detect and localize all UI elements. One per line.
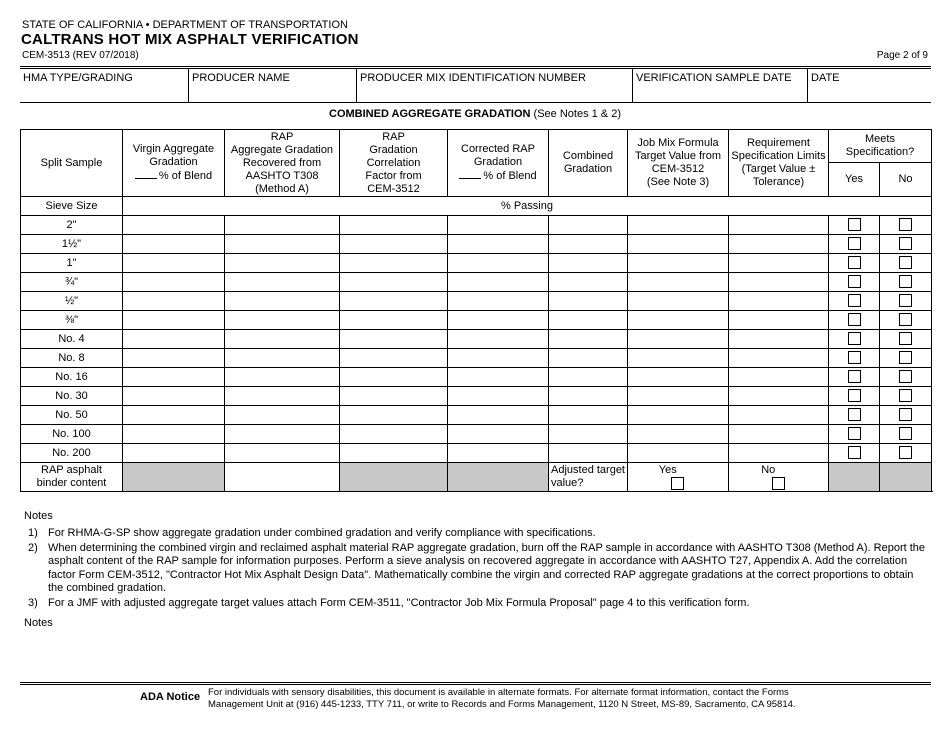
meets-yes-cell bbox=[829, 330, 880, 349]
combined-cell[interactable] bbox=[549, 444, 628, 463]
rap-agg-cell[interactable] bbox=[225, 311, 340, 330]
date-field[interactable] bbox=[808, 69, 931, 102]
page-number: Page 2 of 9 bbox=[876, 50, 928, 61]
meets-yes-cell bbox=[829, 406, 880, 425]
adjusted-no-checkbox[interactable] bbox=[772, 477, 785, 490]
combined-cell[interactable] bbox=[549, 330, 628, 349]
col-req-line4: Tolerance) bbox=[752, 176, 805, 188]
corrected-cell[interactable] bbox=[448, 254, 549, 273]
rap-corr-cell[interactable] bbox=[340, 254, 448, 273]
meets-yes-checkbox[interactable] bbox=[848, 370, 861, 383]
jmf-cell[interactable] bbox=[628, 406, 729, 425]
adjusted-line1: Adjusted target bbox=[551, 464, 625, 476]
col-rap-aggregate bbox=[225, 130, 340, 197]
col-rap-corr-line2: Gradation Correlation bbox=[366, 143, 421, 169]
meets-yes-checkbox[interactable] bbox=[848, 446, 861, 459]
rap-binder-label bbox=[21, 463, 123, 492]
sieve-size-label: No. 200 bbox=[21, 444, 123, 463]
sieve-row bbox=[21, 216, 932, 235]
meets-yes-checkbox[interactable] bbox=[848, 218, 861, 231]
form-title: CALTRANS HOT MIX ASPHALT VERIFICATION bbox=[21, 31, 359, 48]
meets-no-cell bbox=[880, 330, 932, 349]
virgin-cell[interactable] bbox=[123, 425, 225, 444]
meets-yes-cell bbox=[829, 444, 880, 463]
combined-cell[interactable] bbox=[549, 406, 628, 425]
rap-agg-cell[interactable] bbox=[225, 254, 340, 273]
note-1 bbox=[14, 527, 929, 541]
combined-cell[interactable] bbox=[549, 292, 628, 311]
sieve-row bbox=[21, 254, 932, 273]
jmf-cell[interactable] bbox=[628, 254, 729, 273]
rap-agg-cell[interactable] bbox=[225, 292, 340, 311]
rap-corr-cell[interactable] bbox=[340, 444, 448, 463]
date-label: DATE bbox=[811, 72, 840, 84]
requirement-cell[interactable] bbox=[729, 406, 829, 425]
meets-yes-checkbox[interactable] bbox=[848, 313, 861, 326]
meets-no-checkbox[interactable] bbox=[899, 351, 912, 364]
adjusted-target-options bbox=[628, 463, 829, 492]
rap-corr-cell[interactable] bbox=[340, 311, 448, 330]
corrected-blend-row bbox=[449, 169, 547, 183]
meets-no-checkbox[interactable] bbox=[899, 275, 912, 288]
col-rap-agg-line3: Recovered from bbox=[242, 156, 322, 169]
sieve-size-label: No. 4 bbox=[21, 330, 123, 349]
sieve-row bbox=[21, 444, 932, 463]
requirement-cell[interactable] bbox=[729, 368, 829, 387]
sieve-row bbox=[21, 349, 932, 368]
rap-binder-virgin bbox=[123, 463, 225, 492]
virgin-cell[interactable] bbox=[123, 235, 225, 254]
meets-yes-checkbox[interactable] bbox=[848, 389, 861, 402]
meets-no-checkbox[interactable] bbox=[899, 427, 912, 440]
producer-name-field[interactable] bbox=[189, 69, 357, 102]
corrected-cell[interactable] bbox=[448, 406, 549, 425]
jmf-cell[interactable] bbox=[628, 444, 729, 463]
producer-mix-id-field[interactable] bbox=[357, 69, 633, 102]
jmf-cell[interactable] bbox=[628, 292, 729, 311]
meets-no-checkbox[interactable] bbox=[899, 408, 912, 421]
note-3-text: For a JMF with adjusted aggregate target values attach Form CEM-3511, "Contractor Job Mix Formula Proposal" page 4 to this verification form. bbox=[48, 596, 750, 609]
combined-cell[interactable] bbox=[549, 425, 628, 444]
corrected-cell[interactable] bbox=[448, 387, 549, 406]
col-requirement bbox=[729, 130, 829, 197]
col-yes: Yes bbox=[829, 163, 880, 197]
rap-corr-cell[interactable] bbox=[340, 368, 448, 387]
requirement-cell[interactable] bbox=[729, 311, 829, 330]
col-meets-line1: Meets bbox=[865, 133, 895, 145]
virgin-cell[interactable] bbox=[123, 254, 225, 273]
sieve-row bbox=[21, 292, 932, 311]
col-combined bbox=[549, 130, 628, 197]
sieve-size-label: 1" bbox=[21, 254, 123, 273]
adjusted-no-cell bbox=[728, 463, 828, 491]
producer-mix-id-label: PRODUCER MIX IDENTIFICATION NUMBER bbox=[360, 72, 586, 84]
sieve-size-label: No. 8 bbox=[21, 349, 123, 368]
sieve-size-header: Sieve Size bbox=[21, 197, 123, 216]
meets-no-cell bbox=[880, 425, 932, 444]
meets-no-checkbox[interactable] bbox=[899, 332, 912, 345]
corrected-cell[interactable] bbox=[448, 444, 549, 463]
col-req-line3: (Target Value ± bbox=[741, 163, 816, 175]
meets-yes-cell bbox=[829, 216, 880, 235]
col-combined-line1: Combined bbox=[562, 150, 614, 162]
col-jmf-line4: (See Note 3) bbox=[646, 176, 710, 188]
ada-notice-text: For individuals with sensory disabilities, this document is available in alternate formats. For alternate format information, contact the Forms Management Unit at (916) 445-1233, TTY 711, or write to Records and Forms Management, 1120 N Street, MS-89, Sacramento, CA 95814. bbox=[208, 687, 796, 710]
sieve-size-label: No. 16 bbox=[21, 368, 123, 387]
sieve-size-label: No. 50 bbox=[21, 406, 123, 425]
rap-corr-cell[interactable] bbox=[340, 349, 448, 368]
jmf-cell[interactable] bbox=[628, 216, 729, 235]
sieve-size-label: No. 100 bbox=[21, 425, 123, 444]
meets-no-checkbox[interactable] bbox=[899, 313, 912, 326]
col-jmf bbox=[628, 130, 729, 197]
requirement-cell[interactable] bbox=[729, 254, 829, 273]
rap-corr-cell[interactable] bbox=[340, 406, 448, 425]
virgin-cell[interactable] bbox=[123, 330, 225, 349]
col-rap-corr-line1: RAP bbox=[382, 130, 405, 143]
rap-binder-req bbox=[829, 463, 880, 492]
rap-agg-cell[interactable] bbox=[225, 425, 340, 444]
gradation-table bbox=[20, 129, 932, 492]
combined-cell[interactable] bbox=[549, 254, 628, 273]
rap-agg-cell[interactable] bbox=[225, 235, 340, 254]
producer-name-label: PRODUCER NAME bbox=[192, 72, 290, 84]
corrected-cell[interactable] bbox=[448, 368, 549, 387]
virgin-cell[interactable] bbox=[123, 387, 225, 406]
meets-yes-cell bbox=[829, 273, 880, 292]
header-rule bbox=[20, 66, 931, 67]
requirement-cell[interactable] bbox=[729, 216, 829, 235]
hma-type-field[interactable] bbox=[20, 69, 189, 102]
jmf-cell[interactable] bbox=[628, 425, 729, 444]
sieve-row bbox=[21, 387, 932, 406]
corrected-cell[interactable] bbox=[448, 273, 549, 292]
corrected-cell[interactable] bbox=[448, 216, 549, 235]
jmf-cell[interactable] bbox=[628, 387, 729, 406]
verification-date-label: VERIFICATION SAMPLE DATE bbox=[636, 72, 792, 84]
col-corrected-line2: Gradation bbox=[473, 156, 523, 168]
rap-binder-meets bbox=[880, 463, 932, 492]
note-3 bbox=[14, 597, 929, 611]
meets-yes-checkbox[interactable] bbox=[848, 332, 861, 345]
meets-no-checkbox[interactable] bbox=[899, 370, 912, 383]
rap-binder-corr bbox=[340, 463, 448, 492]
sieve-row bbox=[21, 311, 932, 330]
col-jmf-line2: Target Value from bbox=[634, 150, 721, 162]
note-1-number: 1) bbox=[28, 527, 38, 539]
note-2 bbox=[14, 542, 929, 596]
sieve-row bbox=[21, 406, 932, 425]
meets-no-cell bbox=[880, 216, 932, 235]
meets-yes-checkbox[interactable] bbox=[848, 237, 861, 250]
meets-no-cell bbox=[880, 349, 932, 368]
rap-corr-cell[interactable] bbox=[340, 235, 448, 254]
col-jmf-line3: CEM-3512 bbox=[651, 163, 705, 175]
footer-rule-2 bbox=[20, 684, 931, 685]
adjusted-target-label bbox=[549, 463, 628, 492]
virgin-blend-label: % of Blend bbox=[158, 170, 213, 182]
note-2-text: When determining the combined virgin and reclaimed asphalt material RAP aggregate gradation, burn off the RAP sample in accordance with AASHTO T308 (Method A). Report the asphalt content of the RAP sample for information purposes. Perform a sieve analysis on recovered aggregate in accordance with AASHTO T27, Appendix A. Add the correlation factor Form CEM-3512, "Contractor Hot Mix Asphalt Design Data". Mathematically combine the virgin and corrected RAP aggregate gradations at the correct proportions to obtain the combined gradation. bbox=[48, 541, 926, 594]
col-rap-corr-line4: CEM-3512 bbox=[367, 182, 420, 195]
requirement-cell[interactable] bbox=[729, 292, 829, 311]
sieve-size-label: ¾" bbox=[21, 273, 123, 292]
requirement-cell[interactable] bbox=[729, 235, 829, 254]
rap-agg-cell[interactable] bbox=[225, 330, 340, 349]
meets-no-checkbox[interactable] bbox=[899, 237, 912, 250]
hma-type-label: HMA TYPE/GRADING bbox=[23, 72, 133, 84]
combined-cell[interactable] bbox=[549, 368, 628, 387]
rap-corr-cell[interactable] bbox=[340, 425, 448, 444]
meets-yes-cell bbox=[829, 349, 880, 368]
col-corrected-rap bbox=[448, 130, 549, 197]
verification-date-field[interactable] bbox=[633, 69, 808, 102]
notes-section bbox=[24, 510, 929, 611]
rap-agg-cell[interactable] bbox=[225, 444, 340, 463]
ada-notice-label: ADA Notice bbox=[140, 691, 201, 703]
meets-no-checkbox[interactable] bbox=[899, 218, 912, 231]
rap-corr-cell[interactable] bbox=[340, 387, 448, 406]
virgin-cell[interactable] bbox=[123, 311, 225, 330]
col-rap-agg-line2: Aggregate Gradation bbox=[230, 143, 334, 156]
meets-no-cell bbox=[880, 292, 932, 311]
corrected-cell[interactable] bbox=[448, 349, 549, 368]
col-req-line1: Requirement bbox=[747, 137, 810, 149]
col-meets-line2: Specification? bbox=[845, 146, 915, 158]
corrected-cell[interactable] bbox=[448, 330, 549, 349]
jmf-cell[interactable] bbox=[628, 368, 729, 387]
rap-corr-cell[interactable] bbox=[340, 273, 448, 292]
jmf-cell[interactable] bbox=[628, 311, 729, 330]
rap-agg-cell[interactable] bbox=[225, 349, 340, 368]
sieve-row bbox=[21, 330, 932, 349]
meets-yes-checkbox[interactable] bbox=[848, 294, 861, 307]
combined-cell[interactable] bbox=[549, 235, 628, 254]
adjusted-no-label: No bbox=[761, 464, 776, 476]
col-rap-agg-line5: (Method A) bbox=[255, 182, 309, 195]
col-rap-correlation bbox=[340, 130, 448, 197]
meets-yes-checkbox[interactable] bbox=[848, 275, 861, 288]
col-combined-line2: Gradation bbox=[563, 163, 613, 175]
sieve-size-label: 2" bbox=[21, 216, 123, 235]
meets-no-cell bbox=[880, 387, 932, 406]
meets-no-cell bbox=[880, 273, 932, 292]
col-rap-agg-line4: AASHTO T308 bbox=[245, 169, 319, 182]
rap-agg-cell[interactable] bbox=[225, 273, 340, 292]
col-virgin-line2: Gradation bbox=[149, 156, 198, 168]
sieve-size-label: ⅜" bbox=[21, 311, 123, 330]
col-virgin-line1: Virgin Aggregate bbox=[132, 143, 215, 155]
agency-line: STATE OF CALIFORNIA • DEPARTMENT OF TRANSPORTATION bbox=[22, 19, 348, 31]
rap-binder-line1: RAP asphalt bbox=[41, 464, 102, 476]
corrected-cell[interactable] bbox=[448, 235, 549, 254]
note-3-number: 3) bbox=[28, 596, 38, 609]
combined-cell[interactable] bbox=[549, 311, 628, 330]
requirement-cell[interactable] bbox=[729, 425, 829, 444]
virgin-cell[interactable] bbox=[123, 273, 225, 292]
section-title-text: COMBINED AGGREGATE GRADATION bbox=[329, 108, 531, 120]
rap-binder-corrected bbox=[448, 463, 549, 492]
col-split-sample: Split Sample bbox=[21, 130, 123, 197]
note-2-number: 2) bbox=[28, 541, 38, 554]
section-title bbox=[0, 108, 950, 120]
notes-list bbox=[24, 527, 929, 610]
meets-yes-cell bbox=[829, 292, 880, 311]
corrected-cell[interactable] bbox=[448, 311, 549, 330]
meets-no-checkbox[interactable] bbox=[899, 294, 912, 307]
rap-corr-cell[interactable] bbox=[340, 216, 448, 235]
virgin-cell[interactable] bbox=[123, 406, 225, 425]
requirement-cell[interactable] bbox=[729, 349, 829, 368]
sieve-row bbox=[21, 425, 932, 444]
meets-yes-cell bbox=[829, 235, 880, 254]
meets-yes-checkbox[interactable] bbox=[848, 351, 861, 364]
meets-yes-cell bbox=[829, 368, 880, 387]
footer-rule bbox=[20, 682, 931, 683]
jmf-cell[interactable] bbox=[628, 273, 729, 292]
col-meets bbox=[829, 130, 932, 163]
virgin-cell[interactable] bbox=[123, 444, 225, 463]
rap-agg-cell[interactable] bbox=[225, 368, 340, 387]
sieve-row bbox=[21, 273, 932, 292]
virgin-cell[interactable] bbox=[123, 216, 225, 235]
requirement-cell[interactable] bbox=[729, 330, 829, 349]
sieve-size-label: 1½" bbox=[21, 235, 123, 254]
meets-no-cell bbox=[880, 235, 932, 254]
requirement-cell[interactable] bbox=[729, 444, 829, 463]
corrected-blend-input[interactable] bbox=[459, 169, 481, 179]
combined-cell[interactable] bbox=[549, 349, 628, 368]
rap-corr-cell[interactable] bbox=[340, 330, 448, 349]
meets-no-cell bbox=[880, 406, 932, 425]
col-rap-agg-line1: RAP bbox=[270, 130, 294, 143]
adjusted-yes-label: Yes bbox=[658, 464, 677, 476]
virgin-blend-input[interactable] bbox=[135, 169, 157, 179]
col-jmf-line1: Job Mix Formula bbox=[637, 137, 719, 149]
col-rap-corr-line3: Factor from bbox=[365, 169, 422, 182]
corrected-blend-label: % of Blend bbox=[483, 170, 537, 182]
meets-yes-checkbox[interactable] bbox=[848, 408, 861, 421]
adjusted-yes-checkbox[interactable] bbox=[671, 477, 684, 490]
meets-no-cell bbox=[880, 444, 932, 463]
notes-free-text-label: Notes bbox=[24, 617, 53, 629]
requirement-cell[interactable] bbox=[729, 273, 829, 292]
adjusted-line2: value? bbox=[551, 477, 584, 489]
rap-corr-cell[interactable] bbox=[340, 292, 448, 311]
col-virgin bbox=[123, 130, 225, 197]
sieve-size-label: ½" bbox=[21, 292, 123, 311]
corrected-cell[interactable] bbox=[448, 292, 549, 311]
combined-cell[interactable] bbox=[549, 387, 628, 406]
combined-cell[interactable] bbox=[549, 273, 628, 292]
meets-yes-cell bbox=[829, 254, 880, 273]
virgin-cell[interactable] bbox=[123, 292, 225, 311]
meets-yes-cell bbox=[829, 425, 880, 444]
sieve-row bbox=[21, 235, 932, 254]
jmf-cell[interactable] bbox=[628, 330, 729, 349]
sieve-row bbox=[21, 368, 932, 387]
meets-no-cell bbox=[880, 311, 932, 330]
corrected-cell[interactable] bbox=[448, 425, 549, 444]
meets-yes-cell bbox=[829, 311, 880, 330]
meets-no-checkbox[interactable] bbox=[899, 446, 912, 459]
requirement-cell[interactable] bbox=[729, 387, 829, 406]
meets-yes-checkbox[interactable] bbox=[848, 427, 861, 440]
combined-cell[interactable] bbox=[549, 216, 628, 235]
form-number: CEM-3513 (REV 07/2018) bbox=[22, 50, 139, 61]
meets-yes-checkbox[interactable] bbox=[848, 256, 861, 269]
virgin-cell[interactable] bbox=[123, 368, 225, 387]
section-note: (See Notes 1 & 2) bbox=[533, 108, 621, 120]
meets-no-checkbox[interactable] bbox=[899, 389, 912, 402]
col-corrected-line1: Corrected RAP bbox=[461, 143, 535, 155]
info-row bbox=[20, 69, 931, 103]
rap-agg-cell[interactable] bbox=[225, 387, 340, 406]
sieve-rows bbox=[21, 216, 932, 463]
rap-agg-cell[interactable] bbox=[225, 406, 340, 425]
rap-binder-value[interactable] bbox=[225, 463, 340, 492]
notes-heading: Notes bbox=[24, 510, 53, 522]
rap-agg-cell[interactable] bbox=[225, 216, 340, 235]
meets-no-checkbox[interactable] bbox=[899, 256, 912, 269]
meets-no-cell bbox=[880, 368, 932, 387]
jmf-cell[interactable] bbox=[628, 235, 729, 254]
rap-binder-line2: binder content bbox=[36, 477, 107, 489]
col-no: No bbox=[880, 163, 932, 197]
virgin-cell[interactable] bbox=[123, 349, 225, 368]
note-1-text: For RHMA-G-SP show aggregate gradation under combined gradation and verify compliance with specifications. bbox=[48, 527, 596, 539]
meets-no-cell bbox=[880, 254, 932, 273]
col-req-line2: Specification Limits bbox=[731, 150, 826, 162]
virgin-blend-row bbox=[124, 169, 223, 183]
passing-header: % Passing bbox=[123, 197, 932, 216]
meets-yes-cell bbox=[829, 387, 880, 406]
jmf-cell[interactable] bbox=[628, 349, 729, 368]
sieve-size-label: No. 30 bbox=[21, 387, 123, 406]
